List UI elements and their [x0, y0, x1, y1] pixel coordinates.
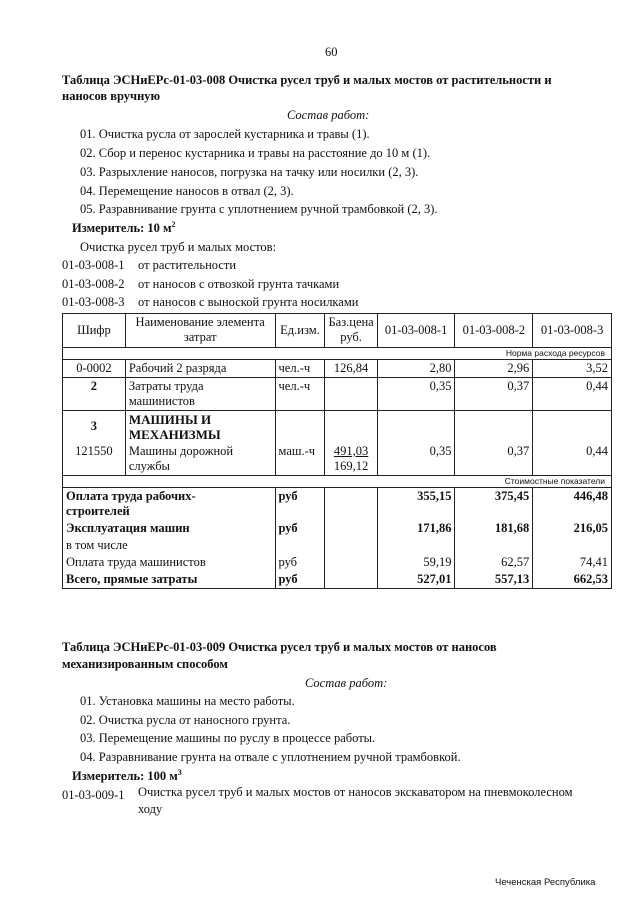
measure-label: Измеритель: 100 м	[72, 769, 178, 784]
table2-work-item: 01. Установка машины на место работы.	[80, 694, 295, 708]
summary-name-l1: Оплата труда рабочих-	[66, 489, 196, 503]
summary-value: 662,53	[533, 571, 612, 589]
row-name	[125, 378, 275, 411]
table1-work-item: 05. Разравнивание грунта с уплотнением ручной трамбовкой (2, 3).	[80, 202, 438, 216]
row-name-l2: МЕХАНИЗМЫ	[128, 427, 221, 442]
row-name-l1: МАШИНЫ И	[128, 412, 212, 427]
page-number: 60	[325, 45, 338, 59]
summary-row	[63, 520, 612, 537]
summary-value	[533, 537, 612, 554]
table1-code-2: 01-03-008-2	[62, 277, 125, 291]
summary-value	[455, 537, 533, 554]
table1-title-line1: Таблица ЭСНиЕРс-01-03-008 Очистка русел труб и малых мостов от растительности и	[62, 73, 552, 87]
row-price	[325, 443, 377, 476]
summary-price	[325, 571, 377, 589]
header-unit: Ед.изм.	[275, 314, 325, 348]
header-price-l1: Баз.цена	[328, 315, 374, 329]
table-row	[63, 378, 612, 411]
summary-value: 375,45	[455, 488, 533, 521]
row-name-l1: Затраты труда	[128, 379, 204, 393]
summary-name: Оплата труда машинистов	[63, 554, 276, 571]
row-value: 0,44	[533, 378, 612, 411]
row-value	[533, 411, 612, 444]
row-name-l2: машинистов	[128, 394, 195, 408]
table-header-row	[63, 314, 612, 348]
summary-row	[63, 537, 612, 554]
measure-sup: 2	[171, 220, 176, 229]
row-code: 0-0002	[63, 360, 126, 378]
summary-price	[325, 520, 377, 537]
header-col-3: 01-03-008-3	[533, 314, 612, 348]
row-unit: маш.-ч	[275, 443, 325, 476]
footer-region: Чеченская Республика	[495, 877, 596, 888]
table1-code-3: 01-03-008-3	[62, 295, 125, 309]
summary-value: 355,15	[377, 488, 455, 521]
table1-desc-3: от наносов с выноской грунта носилками	[138, 295, 359, 309]
summary-unit: руб	[275, 571, 325, 589]
row-value: 0,35	[377, 443, 455, 476]
summary-price	[325, 537, 377, 554]
table1-work-item: 04. Перемещение наносов в отвал (2, 3).	[80, 184, 294, 198]
resource-table	[62, 313, 612, 589]
row-name-l1: Машины дорожной	[128, 444, 234, 458]
row-price-l2: 169,12	[333, 459, 369, 473]
row-value: 0,37	[455, 378, 533, 411]
table2-desc-line2: ходу	[138, 802, 163, 816]
table-row	[63, 443, 612, 476]
row-value: 2,80	[377, 360, 455, 378]
header-col-1: 01-03-008-1	[377, 314, 455, 348]
summary-row	[63, 571, 612, 589]
table1-work-heading: Состав работ:	[287, 108, 370, 122]
row-name	[125, 411, 275, 444]
table1-work-item: 03. Разрыхление наносов, погрузка на тачку или носилки (2, 3).	[80, 165, 419, 179]
table2-title-line1: Таблица ЭСНиЕРс-01-03-009 Очистка русел труб и малых мостов от наносов	[62, 640, 497, 654]
summary-name: Эксплуатация машин	[63, 520, 276, 537]
summary-price	[325, 554, 377, 571]
summary-unit: руб	[275, 520, 325, 537]
header-name-l2: затрат	[183, 330, 217, 344]
measure-label: Измеритель: 10 м	[72, 221, 172, 236]
header-price	[325, 314, 377, 348]
header-code: Шифр	[63, 314, 126, 348]
row-price-l1: 491,03	[333, 444, 369, 458]
row-name	[125, 443, 275, 476]
cost-label-row	[63, 476, 612, 488]
summary-unit: руб	[275, 488, 325, 521]
table1-measure	[72, 220, 176, 236]
summary-row	[63, 488, 612, 521]
table1-desc-2: от наносов с отвозкой грунта тачками	[138, 277, 340, 291]
table1-work-item: 01. Очистка русла от зарослей кустарника и травы (1).	[80, 127, 370, 141]
row-value: 2,96	[455, 360, 533, 378]
header-price-l2: руб.	[340, 330, 362, 344]
table2-work-item: 04. Разравнивание грунта на отвале с уплотнением ручной трамбовкой.	[80, 750, 461, 764]
row-value	[377, 411, 455, 444]
row-value: 0,44	[533, 443, 612, 476]
norm-label-row	[63, 348, 612, 360]
summary-name	[63, 488, 276, 521]
table2-code: 01-03-009-1	[62, 788, 125, 802]
table2-measure	[72, 768, 182, 784]
table-row	[63, 360, 612, 378]
row-price	[325, 411, 377, 444]
header-col-2: 01-03-008-2	[455, 314, 533, 348]
measure-sup: 3	[177, 768, 182, 777]
summary-value: 62,57	[455, 554, 533, 571]
row-unit: чел.-ч	[275, 378, 325, 411]
header-name-l1: Наименование элемента	[135, 315, 265, 329]
row-name: Рабочий 2 разряда	[125, 360, 275, 378]
table-row	[63, 411, 612, 444]
row-unit: чел.-ч	[275, 360, 325, 378]
summary-value: 446,48	[533, 488, 612, 521]
summary-name: Всего, прямые затраты	[63, 571, 276, 589]
summary-value: 527,01	[377, 571, 455, 589]
row-code: 121550	[63, 443, 126, 476]
summary-value: 557,13	[455, 571, 533, 589]
summary-value: 216,05	[533, 520, 612, 537]
summary-value	[377, 537, 455, 554]
summary-name: в том числе	[63, 537, 276, 554]
summary-value: 74,41	[533, 554, 612, 571]
table2-work-item: 02. Очистка русла от наносного грунта.	[80, 713, 291, 727]
row-price	[325, 378, 377, 411]
row-price: 126,84	[325, 360, 377, 378]
summary-row	[63, 554, 612, 571]
row-value: 0,35	[377, 378, 455, 411]
summary-unit: руб	[275, 554, 325, 571]
summary-value: 171,86	[377, 520, 455, 537]
table1-desc-1: от растительности	[138, 258, 237, 272]
row-value: 3,52	[533, 360, 612, 378]
table2-title-line2: механизированным способом	[62, 657, 228, 671]
table1-work-item: 02. Сбор и перенос кустарника и травы на расстояние до 10 м (1).	[80, 146, 431, 160]
table2-desc-line1: Очистка русел труб и малых мостов от наносов экскаватором на пневмоколесном	[138, 785, 573, 799]
table2-work-heading: Состав работ:	[305, 676, 388, 690]
summary-value: 181,68	[455, 520, 533, 537]
summary-unit	[275, 537, 325, 554]
table1-code-1: 01-03-008-1	[62, 258, 125, 272]
summary-value: 59,19	[377, 554, 455, 571]
table1-title-line2: наносов вручную	[62, 89, 161, 103]
row-code: 3	[63, 411, 126, 444]
cost-label: Стоимостные показатели	[63, 476, 612, 488]
row-name-l2: службы	[128, 459, 170, 473]
summary-price	[325, 488, 377, 521]
summary-name-l2: строителей	[66, 504, 130, 518]
norm-label: Норма расхода ресурсов	[63, 348, 612, 360]
row-code: 2	[63, 378, 126, 411]
table2-work-item: 03. Перемещение машины по руслу в процессе работы.	[80, 731, 376, 745]
row-unit	[275, 411, 325, 444]
row-value	[455, 411, 533, 444]
row-value: 0,37	[455, 443, 533, 476]
table1-intro: Очистка русел труб и малых мостов:	[80, 240, 277, 254]
header-name	[125, 314, 275, 348]
